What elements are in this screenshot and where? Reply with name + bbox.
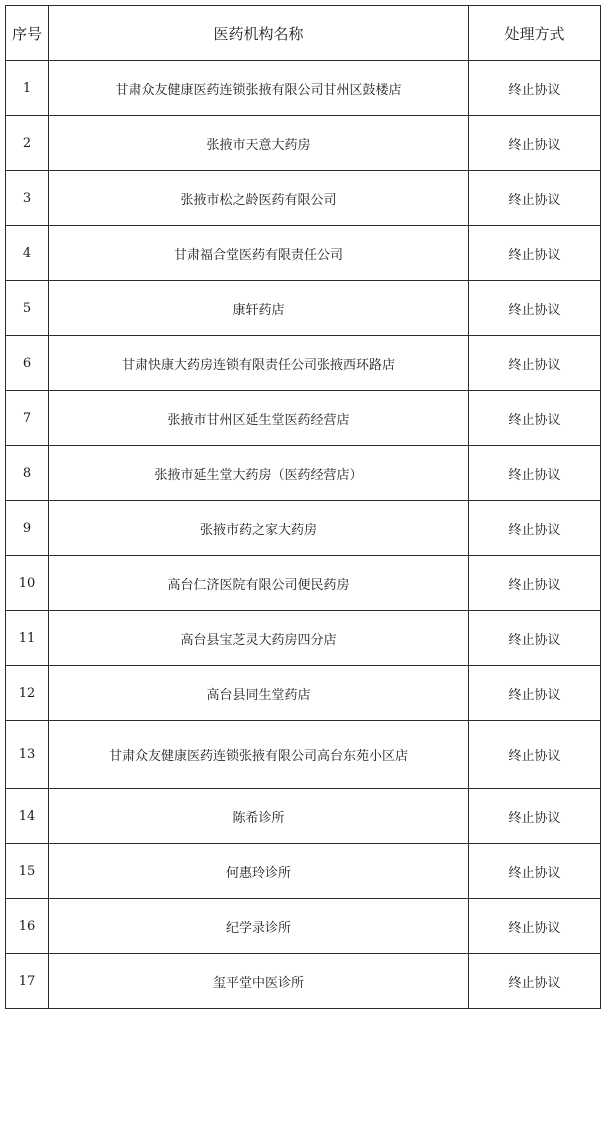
row-action: 终止协议 [469,446,601,501]
table-row [6,611,601,666]
row-name: 张掖市松之龄医药有限公司 [49,171,469,226]
table-row [6,666,601,721]
row-name: 何惠玲诊所 [49,844,469,899]
row-index: 4 [6,226,49,281]
table-row [6,391,601,446]
row-name: 玺平堂中医诊所 [49,954,469,1009]
row-index: 12 [6,666,49,721]
row-index: 1 [6,61,49,116]
table-row [6,721,601,789]
table-row [6,844,601,899]
row-action: 终止协议 [469,61,601,116]
row-name: 高台仁济医院有限公司便民药房 [49,556,469,611]
row-index: 8 [6,446,49,501]
table-row [6,226,601,281]
row-name: 张掖市延生堂大药房（医药经营店） [49,446,469,501]
row-action: 终止协议 [469,556,601,611]
row-action: 终止协议 [469,899,601,954]
row-index: 17 [6,954,49,1009]
row-action: 终止协议 [469,611,601,666]
row-action: 终止协议 [469,281,601,336]
row-index: 7 [6,391,49,446]
row-index: 16 [6,899,49,954]
row-name: 张掖市甘州区延生堂医药经营店 [49,391,469,446]
row-action: 终止协议 [469,391,601,446]
row-action: 终止协议 [469,721,601,789]
row-action: 终止协议 [469,954,601,1009]
row-action: 终止协议 [469,336,601,391]
table-row [6,116,601,171]
table-row [6,171,601,226]
row-name: 甘肃快康大药房连锁有限责任公司张掖西环路店 [49,336,469,391]
row-action: 终止协议 [469,116,601,171]
row-name: 纪学录诊所 [49,899,469,954]
row-name: 张掖市药之家大药房 [49,501,469,556]
institution-table [5,5,601,1009]
table-row [6,501,601,556]
row-index: 2 [6,116,49,171]
row-name: 高台县同生堂药店 [49,666,469,721]
row-name: 甘肃福合堂医药有限责任公司 [49,226,469,281]
table-row [6,899,601,954]
row-index: 10 [6,556,49,611]
row-name: 高台县宝芝灵大药房四分店 [49,611,469,666]
row-name: 甘肃众友健康医药连锁张掖有限公司甘州区鼓楼店 [49,61,469,116]
table-header-row [6,6,601,61]
row-name: 康轩药店 [49,281,469,336]
row-action: 终止协议 [469,171,601,226]
table-row [6,954,601,1009]
table-row [6,789,601,844]
row-action: 终止协议 [469,844,601,899]
header-index: 序号 [6,6,49,61]
row-name: 甘肃众友健康医药连锁张掖有限公司高台东苑小区店 [49,721,469,789]
table-row [6,61,601,116]
row-index: 13 [6,721,49,789]
row-index: 14 [6,789,49,844]
table-row [6,446,601,501]
row-name: 张掖市天意大药房 [49,116,469,171]
table-row [6,336,601,391]
header-action: 处理方式 [469,6,601,61]
row-index: 5 [6,281,49,336]
row-action: 终止协议 [469,789,601,844]
table-row [6,281,601,336]
row-index: 9 [6,501,49,556]
table-row [6,556,601,611]
row-action: 终止协议 [469,226,601,281]
row-name: 陈希诊所 [49,789,469,844]
header-name: 医药机构名称 [49,6,469,61]
row-action: 终止协议 [469,666,601,721]
row-index: 3 [6,171,49,226]
row-index: 15 [6,844,49,899]
row-index: 11 [6,611,49,666]
row-index: 6 [6,336,49,391]
row-action: 终止协议 [469,501,601,556]
